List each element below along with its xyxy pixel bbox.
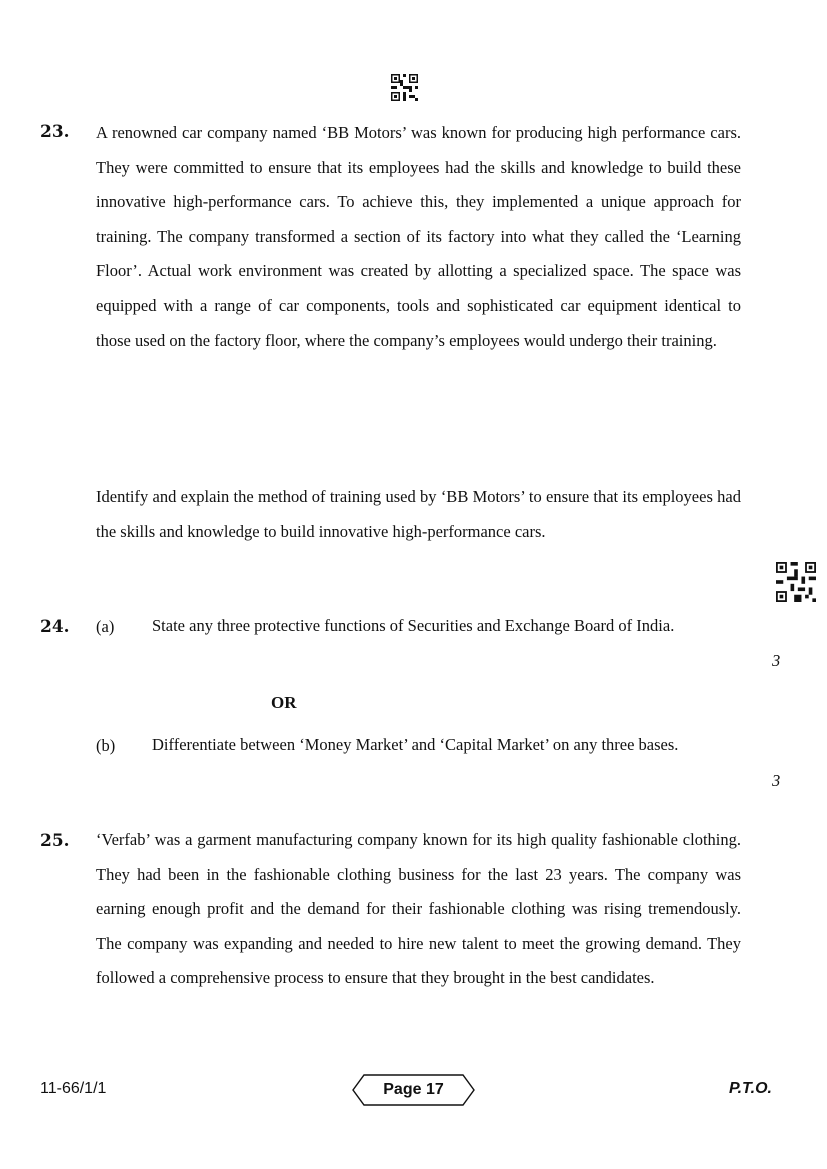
pto-label: P.T.O.	[729, 1080, 772, 1097]
question-number: 23.	[40, 122, 70, 142]
paper-code: 11-66/1/1	[40, 1080, 107, 1097]
question-number: 25.	[40, 831, 70, 851]
question-paragraph: Identify and explain the method of training used by ‘BB Motors’ to ensure that its employees had the skills and knowledge to build innovative high-performance cars.	[96, 487, 741, 541]
qr-code-side-icon	[776, 562, 816, 602]
marks-label: 3	[772, 651, 781, 670]
part-text: Differentiate between ‘Money Market’ and ‘Capital Market’ on any three bases.	[152, 735, 679, 754]
question-paragraph: ‘Verfab’ was a garment manufacturing company known for its high quality fashionable clothing. They had been in the fashionable clothing business for the last 23 years. The company was earning enough profit and the demand for their fashionable clothing was rising tremendously. The company was expanding and needed to hire new talent to meet the growing demand. They followed a comprehensive process to ensure that they brought in the best candidates.	[96, 830, 741, 988]
question-paragraph: A renowned car company named ‘BB Motors’ was known for producing high performance cars. They were committed to ensure that its employees had the skills and knowledge to build these innovative high-performance cars. To achieve this, they implemented a unique approach for training. The company transformed a section of its factory into what they called the ‘Learning Floor’. Actual work environment was created by allotting a specialized space. The space was equipped with a range of car components, tools and sophisticated car equipment identical to those used on the factory floor, where the company’s employees would undergo their training.	[96, 123, 741, 350]
question-number: 24.	[40, 617, 70, 637]
marks-label: 3	[772, 771, 781, 790]
qr-code-icon	[391, 74, 418, 101]
or-separator: OR	[271, 693, 297, 712]
part-label: (b)	[96, 736, 116, 755]
part-label: (a)	[96, 617, 115, 636]
part-text: State any three protective functions of Securities and Exchange Board of India.	[152, 616, 675, 635]
page-number: Page 17	[383, 1081, 444, 1098]
